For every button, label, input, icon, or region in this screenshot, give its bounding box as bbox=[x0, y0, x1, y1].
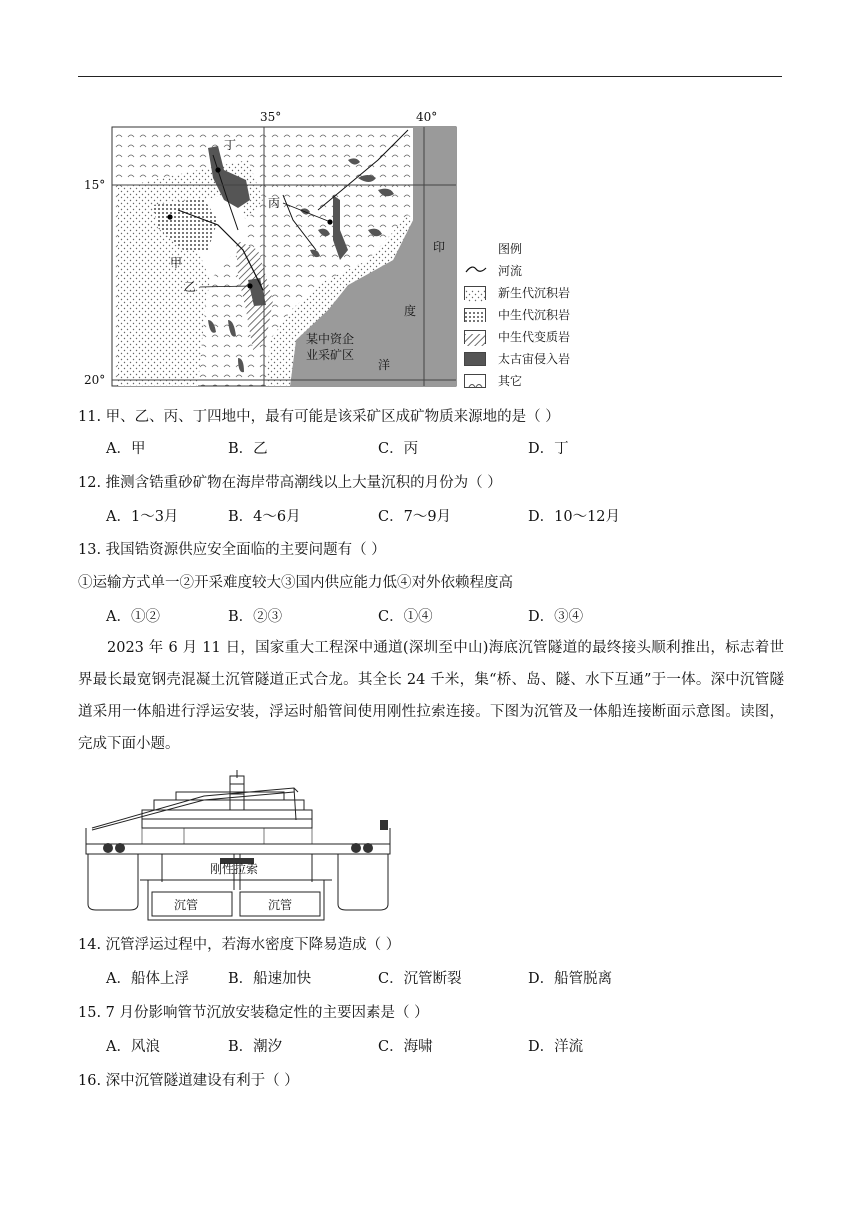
header-rule bbox=[78, 76, 782, 77]
lon-label-40: 40° bbox=[416, 110, 438, 124]
mine-label-2: 业采矿区 bbox=[306, 348, 355, 362]
ocean-label-yin: 印 bbox=[433, 240, 446, 254]
ocean-label-du: 度 bbox=[404, 304, 417, 318]
lat-label-15: 15° bbox=[84, 178, 106, 192]
ship-diagram bbox=[84, 770, 394, 922]
q14-option-a: A．船体上浮 bbox=[106, 971, 189, 987]
legend-archean: 太古宙侵入岩 bbox=[498, 352, 571, 366]
place-jia: 甲 bbox=[170, 256, 183, 270]
q14-option-b: B．船速加快 bbox=[228, 971, 312, 987]
q15-stem: 15. 7 月份影响管节沉放安装稳定性的主要因素是（ ） bbox=[78, 1005, 429, 1021]
geologic-map bbox=[78, 100, 598, 400]
place-ding: 丁 bbox=[224, 138, 237, 152]
q13-option-c: C．①④ bbox=[378, 609, 433, 625]
place-yi: 乙 bbox=[184, 280, 197, 294]
q11-stem: 11. 甲、乙、丙、丁四地中，最有可能是该采矿区成矿物质来源地的是（ ） bbox=[78, 409, 560, 425]
q16-stem: 16. 深中沉管隧道建设有利于（ ） bbox=[78, 1073, 299, 1089]
legend-title: 图例 bbox=[498, 242, 523, 256]
q13-option-d: D．③④ bbox=[528, 609, 584, 625]
legend-mesozoic-meta: 中生代变质岩 bbox=[498, 330, 571, 344]
tube-label-left: 沉管 bbox=[174, 898, 199, 912]
q11-option-d: D．丁 bbox=[528, 441, 569, 457]
q13-sub-items: ①运输方式单一②开采难度较大③国内供应能力低④对外依赖程度高 bbox=[78, 575, 513, 591]
lon-label-35: 35° bbox=[260, 110, 282, 124]
ocean-label-yang: 洋 bbox=[378, 358, 391, 372]
q15-option-d: D．洋流 bbox=[528, 1039, 584, 1055]
q13-stem: 13. 我国锆资源供应安全面临的主要问题有（ ） bbox=[78, 542, 386, 558]
q11-option-b: B．乙 bbox=[228, 441, 268, 457]
q14-option-d: D．船管脱离 bbox=[528, 971, 613, 987]
q15-option-b: B．潮汐 bbox=[228, 1039, 283, 1055]
q12-option-b: B．4～6月 bbox=[228, 509, 301, 525]
legend-mesozoic-sed: 中生代沉积岩 bbox=[498, 308, 571, 322]
tube-label-right: 沉管 bbox=[268, 898, 293, 912]
q15-option-c: C．海啸 bbox=[378, 1039, 433, 1055]
q12-option-c: C．7～9月 bbox=[378, 509, 452, 525]
q12-option-d: D．10～12月 bbox=[528, 509, 621, 525]
mine-label-1: 某中资企 bbox=[306, 332, 355, 346]
legend-other: 其它 bbox=[498, 374, 523, 388]
cable-label: 刚性拉索 bbox=[210, 862, 259, 876]
passage: 2023 年 6 月 11 日，国家重大工程深中通道(深圳至中山)海底沉管隧道的最终接头顺利推出，标志着世界最长最宽钢壳混凝土沉管隧道正式合龙。其全长 24 千米，集“桥、岛、隧、水下互通”于一体。深中沉管隧道采用一体船进行浮运安装，浮运时船管间使用刚性拉索连接。下图为沉管及一体船连接断面示意图。读图，完成下面小题。 bbox=[78, 640, 784, 752]
q14-stem: 14. 沉管浮运过程中，若海水密度下降易造成（ ） bbox=[78, 937, 401, 953]
legend-river: 河流 bbox=[498, 264, 523, 278]
q11-option-c: C．丙 bbox=[378, 441, 419, 457]
legend-cenozoic: 新生代沉积岩 bbox=[498, 286, 571, 300]
place-bing: 丙 bbox=[268, 196, 281, 210]
lat-label-20: 20° bbox=[84, 373, 106, 387]
q13-option-a: A．①② bbox=[106, 609, 160, 625]
q15-option-a: A．风浪 bbox=[106, 1039, 160, 1055]
q11-option-a: A．甲 bbox=[106, 441, 146, 457]
q12-option-a: A．1～3月 bbox=[106, 509, 179, 525]
q13-option-b: B．②③ bbox=[228, 609, 283, 625]
q12-stem: 12. 推测含锆重砂矿物在海岸带高潮线以上大量沉积的月份为（ ） bbox=[78, 475, 502, 491]
q14-option-c: C．沉管断裂 bbox=[378, 971, 462, 987]
